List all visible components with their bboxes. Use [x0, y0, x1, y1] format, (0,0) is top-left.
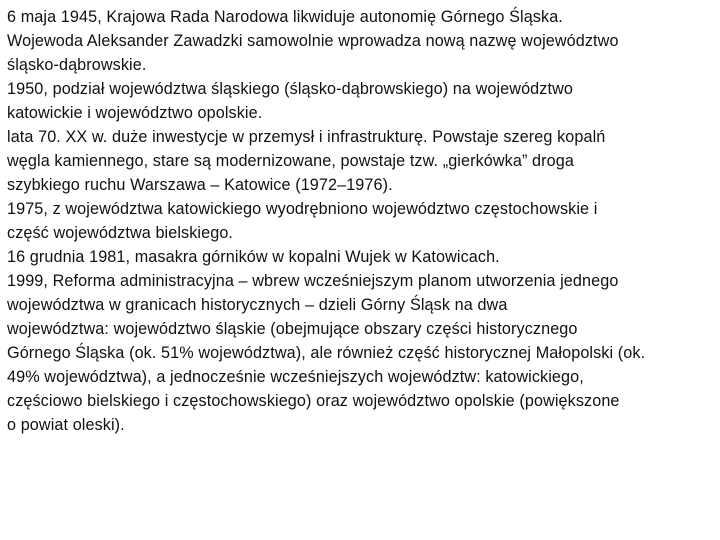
text-line: śląsko-dąbrowskie.: [7, 56, 147, 74]
text-line: o powiat oleski).: [7, 416, 125, 434]
text-line: 1999, Reforma administracyjna – wbrew wcześniejszym planom utworzenia jednego: [7, 272, 619, 290]
text-line: lata 70. XX w. duże inwestycje w przemysł i infrastrukturę. Powstaje szereg kopalń: [7, 128, 606, 146]
text-line: 1950, podział województwa śląskiego (śląsko-dąbrowskiego) na województwo: [7, 80, 573, 98]
document-text-block: [7, 5, 715, 437]
text-line: Wojewoda Aleksander Zawadzki samowolnie wprowadza nową nazwę województwo: [7, 32, 619, 50]
text-line: województwa w granicach historycznych – dzieli Górny Śląsk na dwa: [7, 296, 508, 314]
text-line: węgla kamiennego, stare są modernizowane, powstaje tzw. „gierkówka” droga: [7, 152, 574, 170]
text-line: Górnego Śląska (ok. 51% województwa), ale również część historycznej Małopolski (ok.: [7, 344, 646, 362]
text-line: katowickie i województwo opolskie.: [7, 104, 263, 122]
text-line: 1975, z województwa katowickiego wyodrębniono województwo częstochowskie i: [7, 200, 598, 218]
text-line: częściowo bielskiego i częstochowskiego) oraz województwo opolskie (powiększone: [7, 392, 620, 410]
text-line: 49% województwa), a jednocześnie wcześniejszych województw: katowickiego,: [7, 368, 584, 386]
text-line: województwa: województwo śląskie (obejmujące obszary części historycznego: [7, 320, 578, 338]
text-line: 16 grudnia 1981, masakra górników w kopalni Wujek w Katowicach.: [7, 248, 500, 266]
text-line: szybkiego ruchu Warszawa – Katowice (1972–1976).: [7, 176, 393, 194]
text-line: część województwa bielskiego.: [7, 224, 234, 242]
text-line: 6 maja 1945, Krajowa Rada Narodowa likwiduje autonomię Górnego Śląska.: [7, 8, 563, 26]
